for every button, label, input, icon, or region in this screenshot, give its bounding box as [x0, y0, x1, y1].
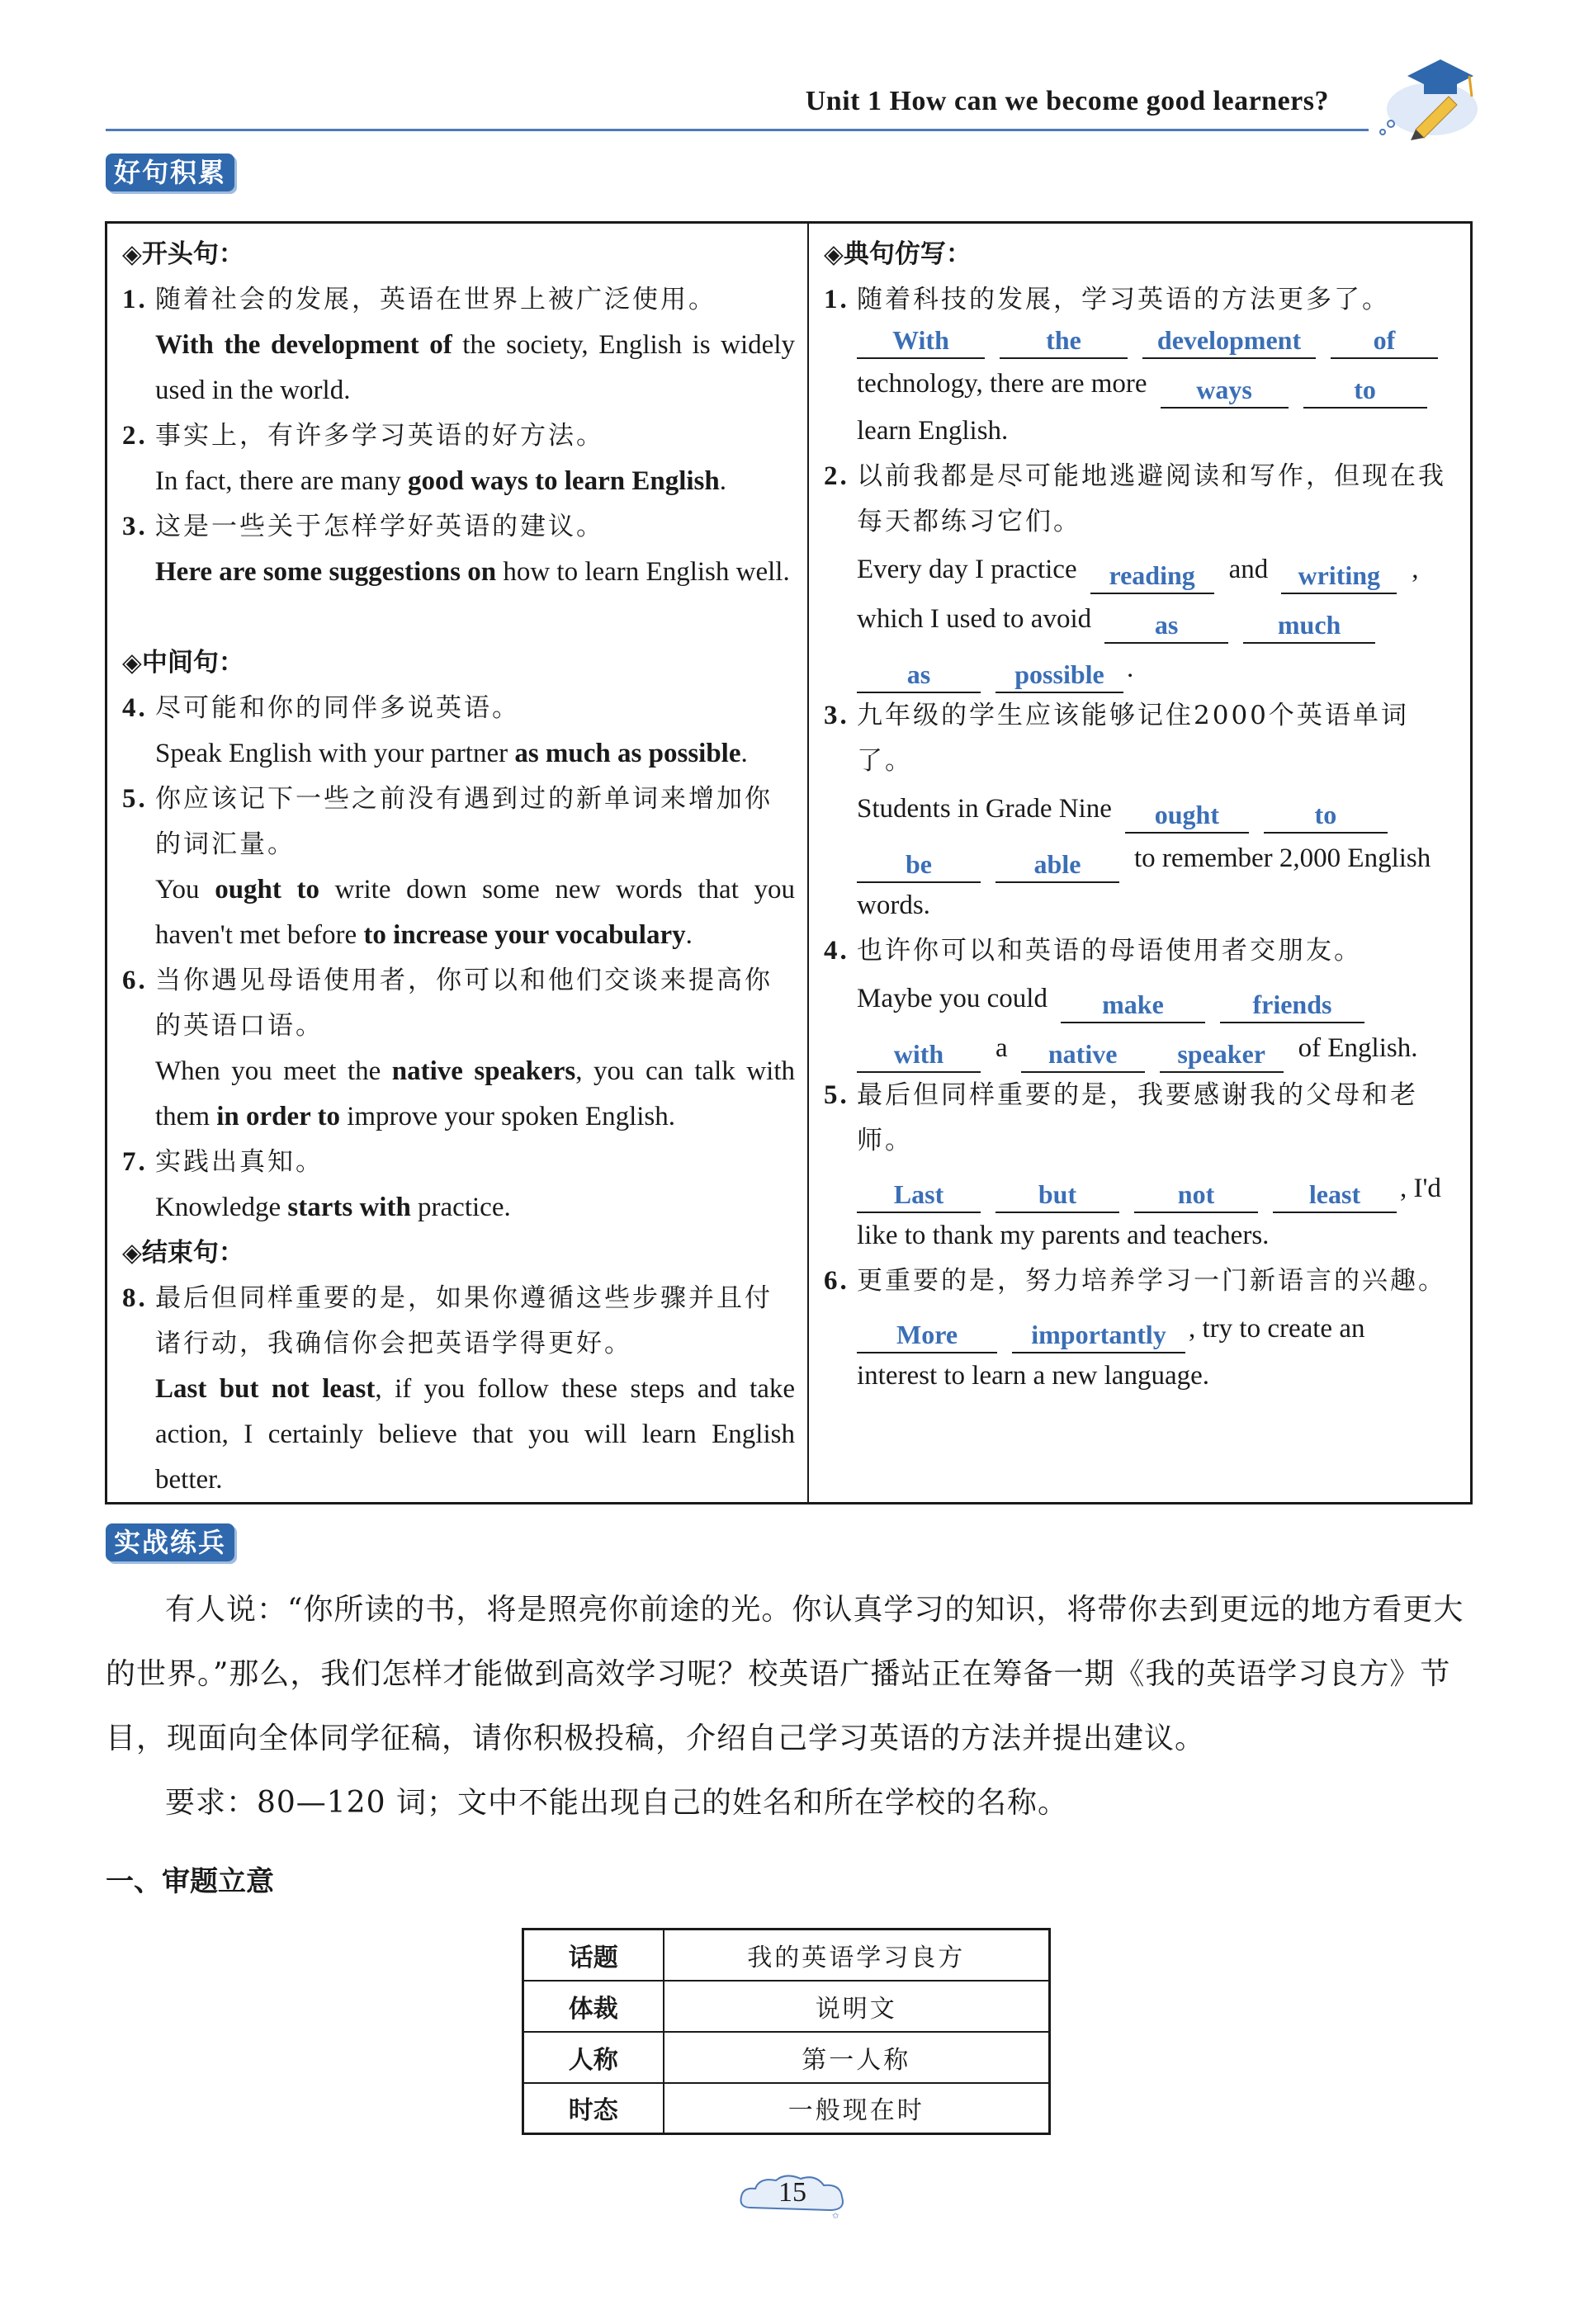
answer-blank: speaker: [1160, 1037, 1284, 1073]
english-sentence: Knowledge: [155, 1193, 288, 1222]
chinese-sentence: 随着科技的发展，学习英语的方法更多了。: [857, 285, 1390, 314]
answer-blank: ways: [1161, 372, 1289, 409]
list-item: [122, 1140, 795, 1230]
answer-blank: with: [857, 1037, 981, 1073]
chinese-sentence: 尽可能和你的同伴多说英语。: [155, 693, 520, 723]
english-sentence: write down some new words that you haven't met before: [155, 875, 796, 950]
svg-text:✩: ✩: [832, 2212, 839, 2220]
chinese-sentence: 更重要的是，努力培养学习一门新语言的兴趣。: [857, 1266, 1446, 1296]
sentence-text: , try to create an: [1189, 1314, 1365, 1344]
chinese-sentence: 实践出真知。: [155, 1147, 324, 1177]
answer-blank: much: [1243, 607, 1375, 644]
answer-blank: development: [1142, 323, 1316, 359]
table-value: 我的英语学习良方: [664, 1930, 1050, 1981]
answer-blank: With: [857, 323, 985, 359]
english-sentence: You: [155, 875, 215, 905]
sentence-text: interest to learn a new language.: [857, 1361, 1209, 1391]
chinese-sentence: 最后但同样重要的是，如果你遵循这些步骤并且付诸行动，我确信你会把英语学得更好。: [155, 1283, 773, 1358]
answer-blank: reading: [1090, 558, 1214, 594]
key-phrase: in order to: [216, 1102, 340, 1131]
answer-blank: as: [857, 657, 981, 693]
list-item: [122, 413, 795, 504]
answer-blank: writing: [1281, 558, 1397, 594]
section-badge-practice: 实战练兵: [106, 1523, 234, 1561]
key-phrase: good ways to learn English: [408, 466, 720, 496]
column-divider: [807, 224, 809, 1502]
table-value: 说明文: [664, 1981, 1050, 2032]
analysis-table: [522, 1928, 1051, 2135]
list-item: [824, 1259, 1459, 1399]
item-number: 1.: [824, 285, 849, 314]
list-item: [122, 1276, 795, 1503]
key-phrase: to increase your vocabulary: [363, 920, 686, 950]
sentence-text: like to thank my parents and teachers.: [857, 1221, 1270, 1250]
sentence-text: and: [1228, 555, 1269, 584]
table-row: [523, 1930, 1050, 1981]
list-item: [122, 958, 795, 1140]
imitation-sentences-heading: ◈典句仿写：: [824, 239, 972, 269]
sentence-text: Maybe you could: [857, 984, 1048, 1013]
left-column: [122, 232, 795, 1503]
answer-blank: least: [1273, 1177, 1397, 1213]
item-number: 4.: [122, 693, 148, 723]
key-phrase: Here are some suggestions on: [155, 557, 497, 587]
table-key: 时态: [523, 2083, 664, 2134]
page-number: 15: [778, 2177, 806, 2208]
sentence-text: Every day I practice: [857, 555, 1077, 584]
list-item: [824, 693, 1459, 928]
answer-blank: make: [1061, 987, 1205, 1023]
english-sentence: the society, English is widely used in the world.: [155, 330, 795, 405]
list-item: [824, 928, 1459, 1073]
key-phrase: as much as possible: [514, 739, 741, 768]
item-number: 1.: [122, 285, 148, 314]
list-item: [824, 277, 1459, 454]
writing-prompt: 有人说：“你所读的书，将是照亮你前途的光。你认真学习的知识，将带你去到更远的地方看更大的世界。”那么，我们怎样才能做到高效学习呢？校英语广播站正在筹备一期《我的英语学习良方》节目，现面向全体同学征稿，请你积极投稿，介绍自己学习英语的方法并提出建议。: [106, 1593, 1464, 1755]
answer-blank: More: [857, 1317, 997, 1353]
answer-blank: friends: [1220, 987, 1364, 1023]
sentence-text: learn English.: [857, 416, 1009, 446]
item-number: 6.: [122, 966, 148, 995]
item-number: 4.: [824, 936, 849, 966]
list-item: [824, 454, 1459, 693]
list-item: [122, 777, 795, 958]
answer-blank: but: [995, 1177, 1119, 1213]
table-row: [523, 1981, 1050, 2032]
item-number: 5.: [824, 1080, 849, 1110]
punctuation: .: [685, 920, 693, 950]
step-heading: 一、审题立意: [106, 1865, 274, 1898]
punctuation: .: [1127, 654, 1134, 683]
key-phrase: starts with: [287, 1193, 411, 1222]
list-item: [122, 277, 795, 413]
chinese-sentence: 随着社会的发展，英语在世界上被广泛使用。: [155, 285, 716, 314]
english-sentence: how to learn English well.: [496, 557, 790, 587]
middle-sentences-heading: ◈中间句：: [122, 648, 244, 678]
header-rule: [106, 129, 1369, 131]
key-phrase: With the development of: [155, 330, 452, 360]
sentence-text: a: [995, 1033, 1008, 1063]
english-sentence: In fact, there are many: [155, 466, 408, 496]
sentence-text: to remember 2,000 English: [1134, 843, 1431, 873]
punctuation: ,: [1412, 555, 1419, 584]
key-phrase: Last but not least: [155, 1374, 376, 1404]
english-sentence: , you can talk with them: [155, 1056, 795, 1131]
sentence-text: , I'd: [1400, 1174, 1441, 1203]
list-item: [122, 686, 795, 777]
chinese-sentence: 最后但同样重要的是，我要感谢我的父母和老师。: [857, 1080, 1418, 1155]
list-item: [824, 1073, 1459, 1259]
opening-sentences-heading: ◈开头句：: [122, 239, 244, 269]
item-number: 3.: [824, 701, 849, 730]
answer-blank: importantly: [1012, 1317, 1185, 1353]
table-row: [523, 2032, 1050, 2083]
answer-blank: native: [1021, 1037, 1145, 1073]
item-number: 2.: [824, 461, 849, 491]
answer-blank: ought: [1125, 797, 1249, 834]
table-key: 话题: [523, 1930, 664, 1981]
item-number: 5.: [122, 784, 148, 814]
chinese-sentence: 九年级的学生应该能够记住2000个英语单词了。: [857, 701, 1409, 776]
sentence-text: which I used to avoid: [857, 604, 1092, 634]
english-sentence: practice.: [410, 1193, 511, 1222]
item-number: 2.: [122, 421, 148, 451]
answer-blank: not: [1134, 1177, 1258, 1213]
answer-blank: of: [1331, 323, 1438, 359]
sentence-text: of English.: [1298, 1033, 1418, 1063]
sentence-text: words.: [857, 890, 930, 920]
item-number: 8.: [122, 1283, 148, 1313]
unit-title: Unit 1 How can we become good learners?: [805, 86, 1329, 116]
sentences-table: [105, 221, 1473, 1504]
chinese-sentence: 以前我都是尽可能地逃避阅读和写作，但现在我每天都练习它们。: [857, 461, 1446, 536]
english-sentence: improve your spoken English.: [339, 1102, 675, 1131]
sentence-text: technology, there are more: [857, 369, 1147, 399]
table-value: 一般现在时: [664, 2083, 1050, 2134]
english-sentence: When you meet the: [155, 1056, 392, 1086]
key-phrase: native speakers: [391, 1056, 576, 1086]
table-key: 体裁: [523, 1981, 664, 2032]
answer-blank: as: [1104, 607, 1228, 644]
writing-requirements: 要求：80—120 词；文中不能出现自己的姓名和所在学校的名称。: [165, 1786, 1068, 1820]
answer-blank: able: [995, 847, 1119, 883]
punctuation: .: [719, 466, 726, 496]
key-phrase: ought to: [215, 875, 320, 905]
punctuation: .: [740, 739, 748, 768]
chinese-sentence: 你应该记下一些之前没有遇到过的新单词来增加你的词汇量。: [155, 784, 773, 859]
english-sentence: Speak English with your partner: [155, 739, 515, 768]
answer-blank: the: [1000, 323, 1128, 359]
table-row: [523, 2083, 1050, 2134]
closing-sentences-heading: ◈结束句：: [122, 1238, 244, 1268]
graduation-cap-pencil-icon: [1374, 51, 1482, 142]
chinese-sentence: 也许你可以和英语的母语使用者交朋友。: [857, 936, 1362, 966]
answer-blank: be: [857, 847, 981, 883]
answer-blank: Last: [857, 1177, 981, 1213]
sentence-text: Students in Grade Nine: [857, 794, 1112, 824]
item-number: 3.: [122, 512, 148, 541]
chinese-sentence: 当你遇见母语使用者，你可以和他们交谈来提高你的英语口语。: [155, 966, 773, 1041]
item-number: 7.: [122, 1147, 148, 1177]
chinese-sentence: 这是一些关于怎样学好英语的建议。: [155, 512, 604, 541]
answer-blank: possible: [995, 657, 1123, 693]
list-item: [122, 504, 795, 640]
table-value: 第一人称: [664, 2032, 1050, 2083]
english-sentence: , if you follow these steps and take action, I certainly believe that you will learn English better.: [155, 1374, 795, 1495]
answer-blank: to: [1303, 372, 1427, 409]
chinese-sentence: 事实上，有许多学习英语的好方法。: [155, 421, 604, 451]
item-number: 6.: [824, 1266, 849, 1296]
answer-blank: to: [1264, 797, 1388, 834]
table-key: 人称: [523, 2032, 664, 2083]
right-column: [824, 232, 1459, 1399]
section-badge-good-sentences: 好句积累: [106, 154, 234, 191]
